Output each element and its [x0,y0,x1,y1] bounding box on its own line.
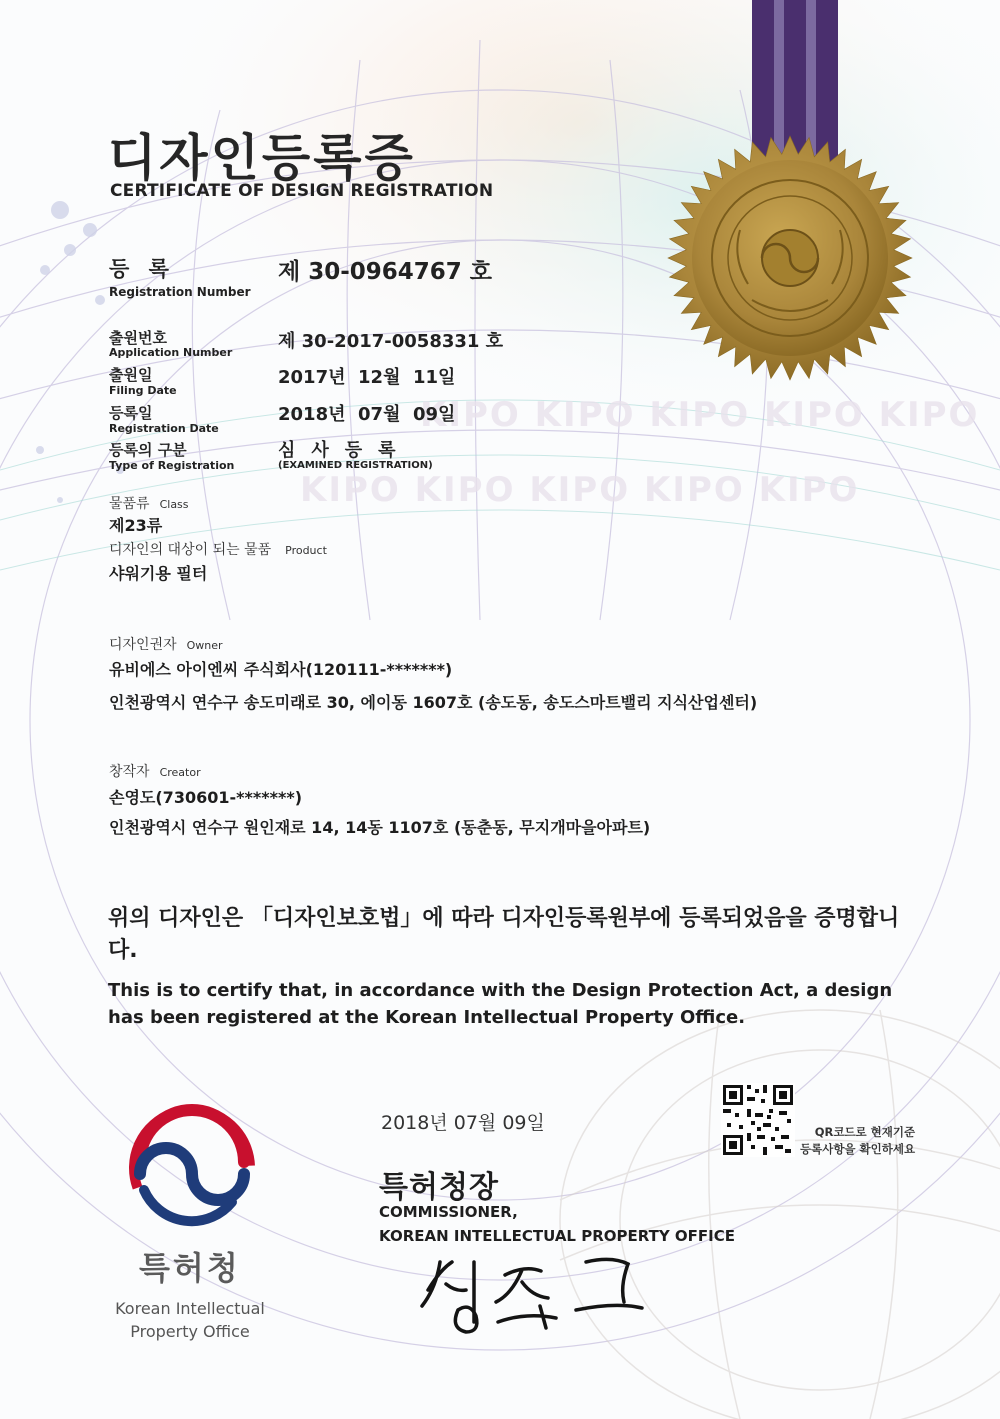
product-value: 샤워기용 필터 [109,564,208,583]
owner-address: 인천광역시 연수구 송도미래로 30, 에이동 1607호 (송도동, 송도스마트밸리 지식산업센터) [109,693,758,712]
qr-note-line-1: QR코드로 현재기준 [814,1125,916,1139]
registration-type-en: (EXAMINED REGISTRATION) [278,460,433,471]
registration-type: 심사등록 [278,440,412,461]
class-label-ko: 물품류 [109,496,150,512]
product-label [109,539,327,559]
filing-date-label-ko: 출원일 [109,366,153,384]
commissioner-title-ko: 특허청장 [379,1170,499,1205]
class-label-en: Class [159,498,189,511]
registration-date-label-en: Registration Date [109,422,219,435]
registration-label-en: Registration Number [109,285,251,299]
product-label-ko: 디자인의 대상이 되는 물품 [109,542,272,558]
watermark-line-2: KIPO KIPO KIPO KIPO KIPO [300,470,860,510]
commissioner-line-2: KOREAN INTELLECTUAL PROPERTY OFFICE [379,1227,736,1245]
application-label-ko: 출원번호 [109,329,167,347]
certification-statement-en: This is to certify that, in accordance with the Design Protection Act, a design has been registered at the Korean Intellectual Property Office. [108,980,893,1028]
class-value: 제23류 [109,516,163,535]
qr-code [721,1083,795,1157]
qr-note-line-2: 등록사항을 확인하세요 [800,1142,916,1156]
creator-label [109,761,201,781]
issue-date: 2018년 07월 09일 [381,1112,545,1134]
creator-address: 인천광역시 연수구 원인재로 14, 14동 1107호 (동춘동, 무지개마을아파트) [109,818,651,837]
owner-label [109,634,223,654]
application-number: 제 30-2017-0058331 호 [278,331,504,352]
registration-type-label-ko: 등록의 구분 [109,441,187,459]
registration-date-label-ko: 등록일 [109,404,153,422]
owner-label-ko: 디자인권자 [109,637,177,653]
filing-date-label-en: Filing Date [109,384,177,397]
registration-label-ko: 등 록 [109,257,175,281]
creator-label-ko: 창작자 [109,764,150,780]
watermark-line-1: KIPO KIPO KIPO KIPO KIPO [420,395,980,435]
filing-date: 2017년 12월 11일 [278,367,456,388]
qr-note [800,1124,915,1158]
kipo-name-ko: 특허청 [139,1249,241,1287]
certification-statement-ko: 위의 디자인은 「디자인보호법」에 따라 디자인등록원부에 등록되었음을 증명합니다. [108,906,900,963]
registration-type-label-en: Type of Registration [109,459,235,472]
commissioner-line-1: COMMISSIONER, [379,1203,518,1221]
owner-label-en: Owner [186,639,223,652]
commissioner-title-en [379,1200,735,1248]
registration-date: 2018년 07월 09일 [278,404,456,425]
product-label-en: Product [285,544,327,557]
owner-name: 유비에스 아이엔씨 주식회사(120111-*******) [109,660,453,679]
creator-name: 손영도(730601-*******) [109,788,303,807]
application-label-en: Application Number [109,346,233,359]
class-label [109,493,189,513]
registration-number: 제 30-0964767 호 [278,259,493,285]
certificate-title-ko: 디자인등록증 [108,129,416,187]
gold-seal [668,136,912,380]
certificate-title-en: CERTIFICATE OF DESIGN REGISTRATION [110,181,494,201]
creator-label-en: Creator [159,766,201,779]
kipo-name-en: Korean Intellectual Property Office [115,1299,265,1341]
